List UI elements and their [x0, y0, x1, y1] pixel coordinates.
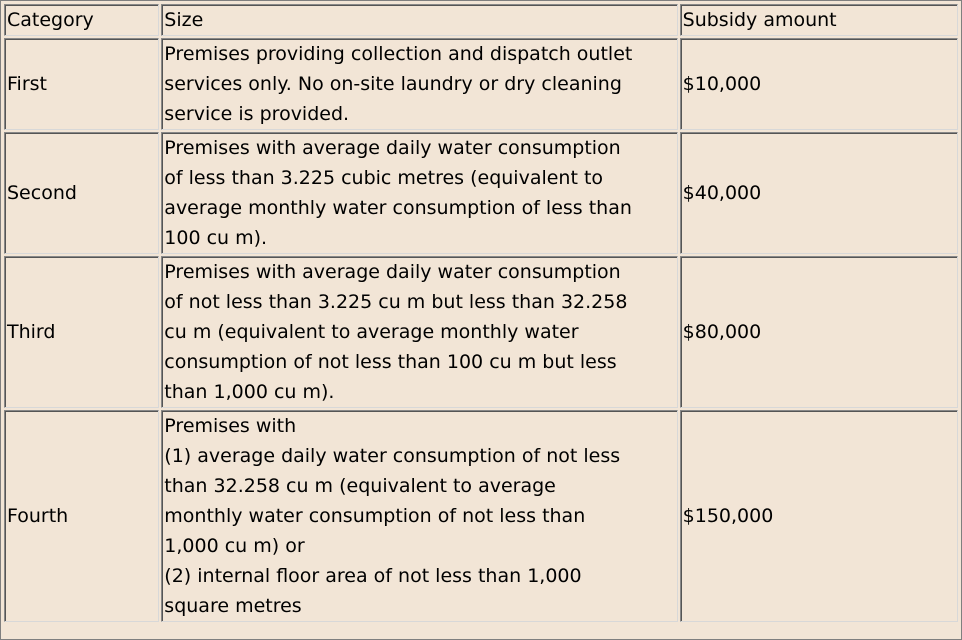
header-row [4, 4, 958, 36]
size-line: Premises providing collection and dispatch outlet [164, 43, 633, 65]
size-line: Premises with average daily water consumption [164, 261, 621, 283]
table-row-second [4, 132, 958, 254]
size-line: average monthly water consumption of less than [164, 197, 632, 219]
category-cell: Third [4, 256, 159, 408]
header-category: Category [4, 4, 159, 36]
size-cell [161, 132, 677, 254]
size-line: Premises with [164, 415, 297, 437]
category-cell: Second [4, 132, 159, 254]
header-subsidy-amount: Subsidy amount [680, 4, 958, 36]
size-cell [161, 38, 677, 130]
size-line: square metres [164, 595, 302, 617]
size-line: (1) average daily water consumption of not less [164, 445, 621, 467]
table-row-third [4, 256, 958, 408]
size-line: of less than 3.225 cubic metres (equivalent to [164, 167, 604, 189]
subsidy-table [2, 2, 960, 624]
size-line: than 1,000 cu m). [164, 381, 335, 403]
subsidy-amount-cell: $150,000 [680, 410, 958, 622]
size-line: Premises with average daily water consumption [164, 137, 621, 159]
table-row-first [4, 38, 958, 130]
size-line: 100 cu m). [164, 227, 268, 249]
subsidy-amount-cell: $10,000 [680, 38, 958, 130]
size-line: of not less than 3.225 cu m but less than 32.258 [164, 291, 628, 313]
size-line: monthly water consumption of not less than [164, 505, 586, 527]
subsidy-amount-cell: $40,000 [680, 132, 958, 254]
size-line: service is provided. [164, 103, 350, 125]
header-size: Size [161, 4, 677, 36]
size-line: consumption of not less than 100 cu m but less [164, 351, 617, 373]
size-line: services only. No on-site laundry or dry cleaning [164, 73, 622, 95]
size-line: than 32.258 cu m (equivalent to average [164, 475, 556, 497]
category-cell: First [4, 38, 159, 130]
subsidy-amount-cell: $80,000 [680, 256, 958, 408]
category-cell: Fourth [4, 410, 159, 622]
size-cell [161, 256, 677, 408]
table-row-fourth [4, 410, 958, 622]
size-line: cu m (equivalent to average monthly water [164, 321, 579, 343]
size-cell [161, 410, 677, 622]
size-line: 1,000 cu m) or [164, 535, 305, 557]
size-line: (2) internal floor area of not less than 1,000 [164, 565, 582, 587]
